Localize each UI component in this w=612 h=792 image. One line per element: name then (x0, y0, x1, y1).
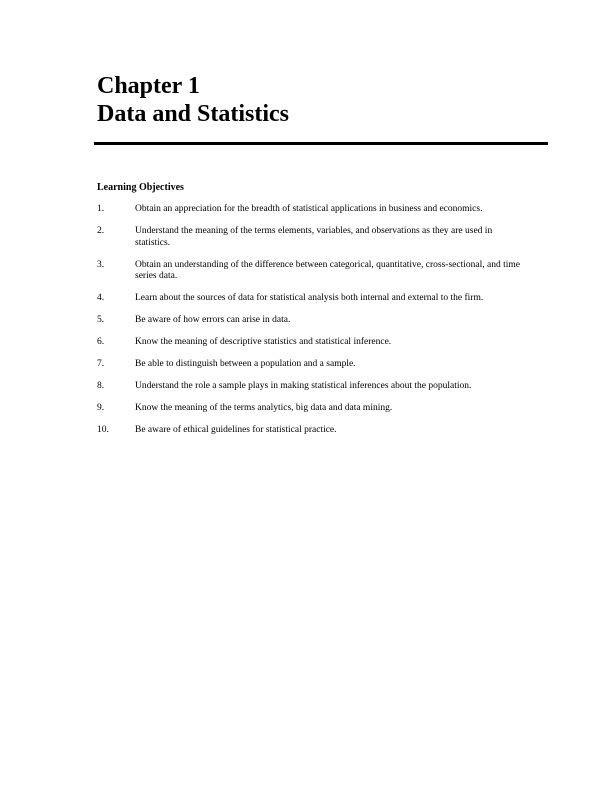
objective-number: 4. (97, 293, 105, 303)
objective-text: Be aware of ethical guidelines for statistical practice. (135, 425, 337, 435)
objective-number: 10. (97, 425, 109, 435)
chapter-heading (97, 72, 289, 128)
objective-text: Obtain an understanding of the difference between categorical, quantitative, cross-sectional, and time series data. (135, 259, 520, 281)
objective-number: 2. (97, 226, 105, 236)
objective-number: 3. (97, 259, 105, 270)
objective-text: Understand the role a sample plays in making statistical inferences about the population. (135, 381, 472, 391)
objective-text: Understand the meaning of the terms elements, variables, and observations as they are used in statistics. (135, 226, 493, 248)
objective-item-7 (97, 359, 527, 371)
objective-item-6 (97, 337, 527, 349)
chapter-title: Data and Statistics (97, 101, 290, 127)
objective-number: 7. (97, 359, 105, 369)
objective-text: Know the meaning of the terms analytics, big data and data mining. (135, 403, 393, 413)
objective-item-5 (97, 315, 527, 327)
objective-number: 1. (97, 204, 105, 214)
learning-objectives-list (97, 204, 527, 437)
objective-text: Be aware of how errors can arise in data. (135, 315, 291, 325)
objective-item-8 (97, 381, 527, 393)
chapter-number: Chapter 1 (97, 73, 200, 99)
objective-text: Learn about the sources of data for statistical analysis both internal and external to the firm. (135, 293, 484, 303)
objective-number: 9. (97, 403, 105, 413)
objective-item-2 (97, 226, 527, 249)
objective-item-4 (97, 293, 527, 305)
objective-text: Obtain an appreciation for the breadth of statistical applications in business and economics. (135, 204, 483, 214)
objective-text: Be able to distinguish between a population and a sample. (135, 359, 356, 369)
objective-number: 6. (97, 337, 105, 347)
learning-objectives-heading: Learning Objectives (97, 182, 184, 193)
objective-number: 5. (97, 315, 105, 325)
chapter-divider-rule (94, 142, 548, 145)
objective-text: Know the meaning of descriptive statistics and statistical inference. (135, 337, 392, 347)
objective-item-1 (97, 204, 527, 216)
objective-item-3 (97, 260, 527, 283)
learning-objectives-section (97, 182, 527, 447)
objective-item-10 (97, 425, 527, 437)
objective-item-9 (97, 403, 527, 415)
objective-number: 8. (97, 381, 105, 391)
